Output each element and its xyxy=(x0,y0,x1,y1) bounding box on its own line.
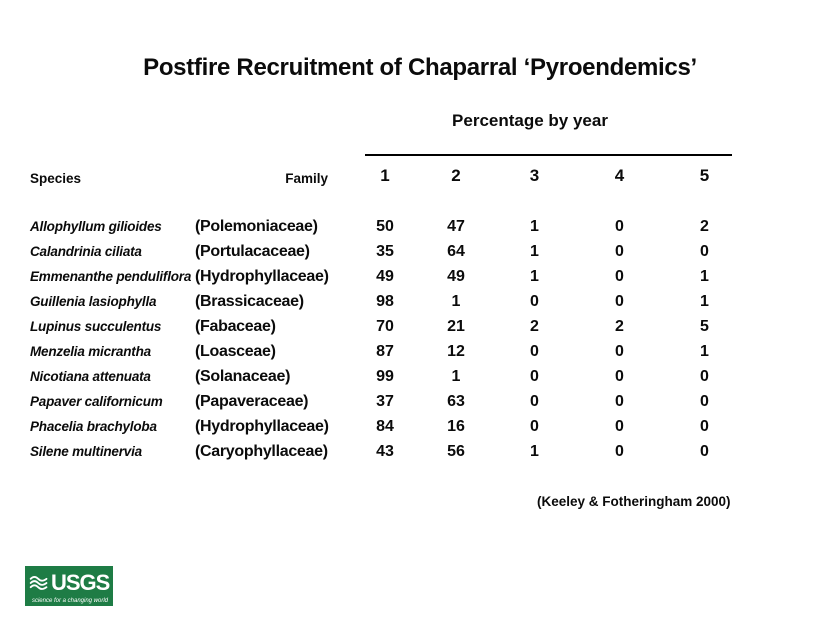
year-column-header: 1 xyxy=(380,166,390,185)
year-column-header: 4 xyxy=(614,166,625,185)
year-value: 1 xyxy=(700,268,709,285)
year-value: 0 xyxy=(615,293,624,310)
species-name: Allophyllum gilioides xyxy=(30,219,162,234)
table-rows xyxy=(30,214,747,464)
year-column-header: 3 xyxy=(529,166,540,185)
year-column-header: 2 xyxy=(451,166,461,185)
family-name: (Loasceae) xyxy=(195,343,276,360)
year-value: 1 xyxy=(451,368,461,385)
year-value: 37 xyxy=(376,393,394,410)
usgs-wave-icon xyxy=(29,573,49,593)
year-value: 43 xyxy=(376,443,394,460)
year-value: 0 xyxy=(615,443,624,460)
year-value: 0 xyxy=(700,443,709,460)
species-name: Papaver californicum xyxy=(30,394,163,409)
usgs-tagline: science for a changing world xyxy=(31,598,109,604)
species-name: Lupinus succulentus xyxy=(30,319,162,334)
year-value: 5 xyxy=(700,318,709,335)
year-value: 1 xyxy=(530,243,539,260)
year-value: 0 xyxy=(615,393,624,410)
family-column-header: Family xyxy=(285,171,328,186)
family-name: (Portulacaceae) xyxy=(195,243,310,260)
species-name: Nicotiana attenuata xyxy=(30,369,151,384)
year-value: 21 xyxy=(447,318,465,335)
year-value: 0 xyxy=(615,418,624,435)
year-value: 0 xyxy=(530,393,539,410)
year-value: 2 xyxy=(530,318,539,335)
citation: (Keeley & Fotheringham 2000) xyxy=(537,494,731,509)
year-column-header: 5 xyxy=(699,166,710,185)
year-value: 0 xyxy=(615,218,624,235)
family-name: (Solanaceae) xyxy=(195,368,291,385)
species-name: Emmenanthe penduliflora xyxy=(30,269,192,284)
year-value: 0 xyxy=(615,368,624,385)
year-value: 1 xyxy=(530,218,539,235)
year-value: 0 xyxy=(615,268,624,285)
year-value: 0 xyxy=(615,243,624,260)
year-value: 70 xyxy=(376,318,394,335)
year-value: 64 xyxy=(447,243,465,260)
header-rule xyxy=(365,154,732,156)
species-name: Guillenia lasiophylla xyxy=(30,294,157,309)
year-value: 49 xyxy=(376,268,394,285)
year-value: 84 xyxy=(376,418,394,435)
year-value: 49 xyxy=(447,268,465,285)
species-name: Silene multinervia xyxy=(30,444,142,459)
year-value: 0 xyxy=(700,368,709,385)
family-name: (Brassicaceae) xyxy=(195,293,304,310)
percentage-by-year-header: Percentage by year xyxy=(452,111,608,130)
family-name: (Hydrophyllaceae) xyxy=(195,268,329,285)
species-name: Menzelia micrantha xyxy=(30,344,151,359)
family-name: (Hydrophyllaceae) xyxy=(195,418,329,435)
year-value: 98 xyxy=(376,293,394,310)
year-value: 99 xyxy=(376,368,394,385)
year-value: 0 xyxy=(700,243,709,260)
year-value: 16 xyxy=(447,418,465,435)
year-value: 1 xyxy=(530,443,539,460)
species-column-header: Species xyxy=(30,171,82,186)
family-name: (Caryophyllaceae) xyxy=(195,443,328,460)
year-value: 0 xyxy=(700,393,709,410)
species-name: Phacelia brachyloba xyxy=(30,419,157,434)
year-value: 50 xyxy=(376,218,394,235)
species-name: Calandrinia ciliata xyxy=(30,244,142,259)
year-value: 0 xyxy=(530,343,539,360)
usgs-logo-text: USGS xyxy=(51,569,110,595)
year-value: 2 xyxy=(615,318,624,335)
table-header-row xyxy=(30,160,747,186)
year-value: 0 xyxy=(615,343,624,360)
year-value: 1 xyxy=(700,293,709,310)
year-value: 0 xyxy=(530,368,539,385)
family-name: (Fabaceae) xyxy=(195,318,276,335)
family-name: (Polemoniaceae) xyxy=(195,218,318,235)
year-value: 56 xyxy=(447,443,465,460)
usgs-logo xyxy=(25,566,113,606)
year-value: 63 xyxy=(447,393,465,410)
year-value: 47 xyxy=(447,218,465,235)
year-value: 2 xyxy=(700,218,709,235)
year-value: 1 xyxy=(530,268,539,285)
year-value: 0 xyxy=(700,418,709,435)
year-value: 35 xyxy=(376,243,394,260)
family-name: (Papaveraceae) xyxy=(195,393,309,410)
year-value: 1 xyxy=(700,343,709,360)
year-value: 1 xyxy=(451,293,461,310)
year-value: 0 xyxy=(530,293,539,310)
year-value: 87 xyxy=(376,343,394,360)
year-value: 0 xyxy=(530,418,539,435)
year-value: 12 xyxy=(447,343,465,360)
slide-title: Postfire Recruitment of Chaparral ‘Pyroendemics’ xyxy=(143,54,697,81)
